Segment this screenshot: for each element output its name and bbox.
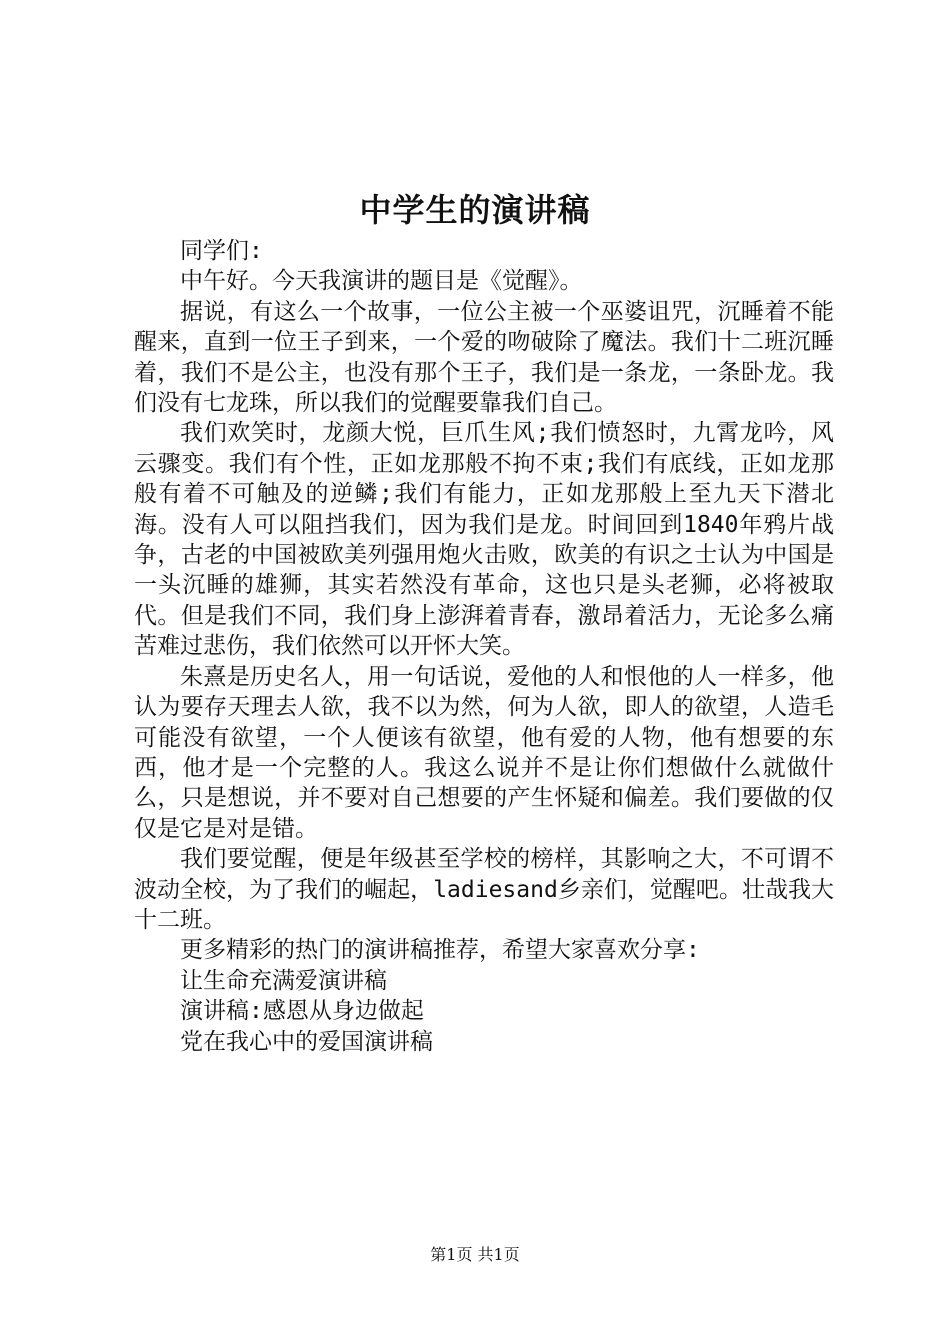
paragraph-dragon: 我们欢笑时，龙颜大悦，巨爪生风;我们愤怒时，九霄龙吟，风云骤变。我们有个性，正如龙那般不拘不束;我们有底线，正如龙那般有着不可触及的逆鳞;我们有能力，正如龙那般上至九天下潜北海。没有人可以阻挡我们，因为我们是龙。时间回到1840年鸦片战争，古老的中国被欧美列强用炮火击败，欧美的有识之士认为中国是一头沉睡的雄狮，其实若然没有革命，这也只是头老狮，必将被取代。但是我们不同，我们身上澎湃着青春，激昂着活力，无论多么痛苦难过悲伤，我们依然可以开怀大笑。 <box>134 420 834 660</box>
document-body <box>134 236 834 1057</box>
related-link-3[interactable]: 党在我心中的爱国演讲稿 <box>180 1028 433 1055</box>
page-number: 第1页 共1页 <box>430 1245 520 1264</box>
related-link-2[interactable]: 演讲稿:感恩从身边做起 <box>180 998 424 1025</box>
paragraph-recommend: 更多精彩的热门的演讲稿推荐，希望大家喜欢分享: <box>180 937 700 964</box>
paragraph-topic: 中午好。今天我演讲的题目是《觉醒》。 <box>180 268 583 295</box>
document-title: 中学生的演讲稿 <box>359 191 591 229</box>
related-link-1[interactable]: 让生命充满爱演讲稿 <box>180 967 387 994</box>
paragraph-awaken: 我们要觉醒，便是年级甚至学校的榜样，其影响之大，不可谓不波动全校，为了我们的崛起，ladiesand乡亲们，觉醒吧。壮哉我大十二班。 <box>134 846 834 933</box>
paragraph-zhuxi: 朱熹是历史名人，用一句话说，爱他的人和恨他的人一样多，他认为要存天理去人欲，我不以为然，何为人欲，即人的欲望，人造毛可能没有欲望，一个人便该有欲望，他有爱的人物，他有想要的东西，他才是一个完整的人。我这么说并不是让你们想做什么就做什么，只是想说，并不要对自己想要的产生怀疑和偏差。我们要做的仅仅是它是对是错。 <box>134 663 834 842</box>
paragraph-greeting: 同学们: <box>180 238 263 264</box>
paragraph-story: 据说，有这么一个故事，一位公主被一个巫婆诅咒，沉睡着不能醒来，直到一位王子到来，一个爱的吻破除了魔法。我们十二班沉睡着，我们不是公主，也没有那个王子，我们是一条龙，一条卧龙。我们没有七龙珠，所以我们的觉醒要靠我们自己。 <box>134 298 834 417</box>
